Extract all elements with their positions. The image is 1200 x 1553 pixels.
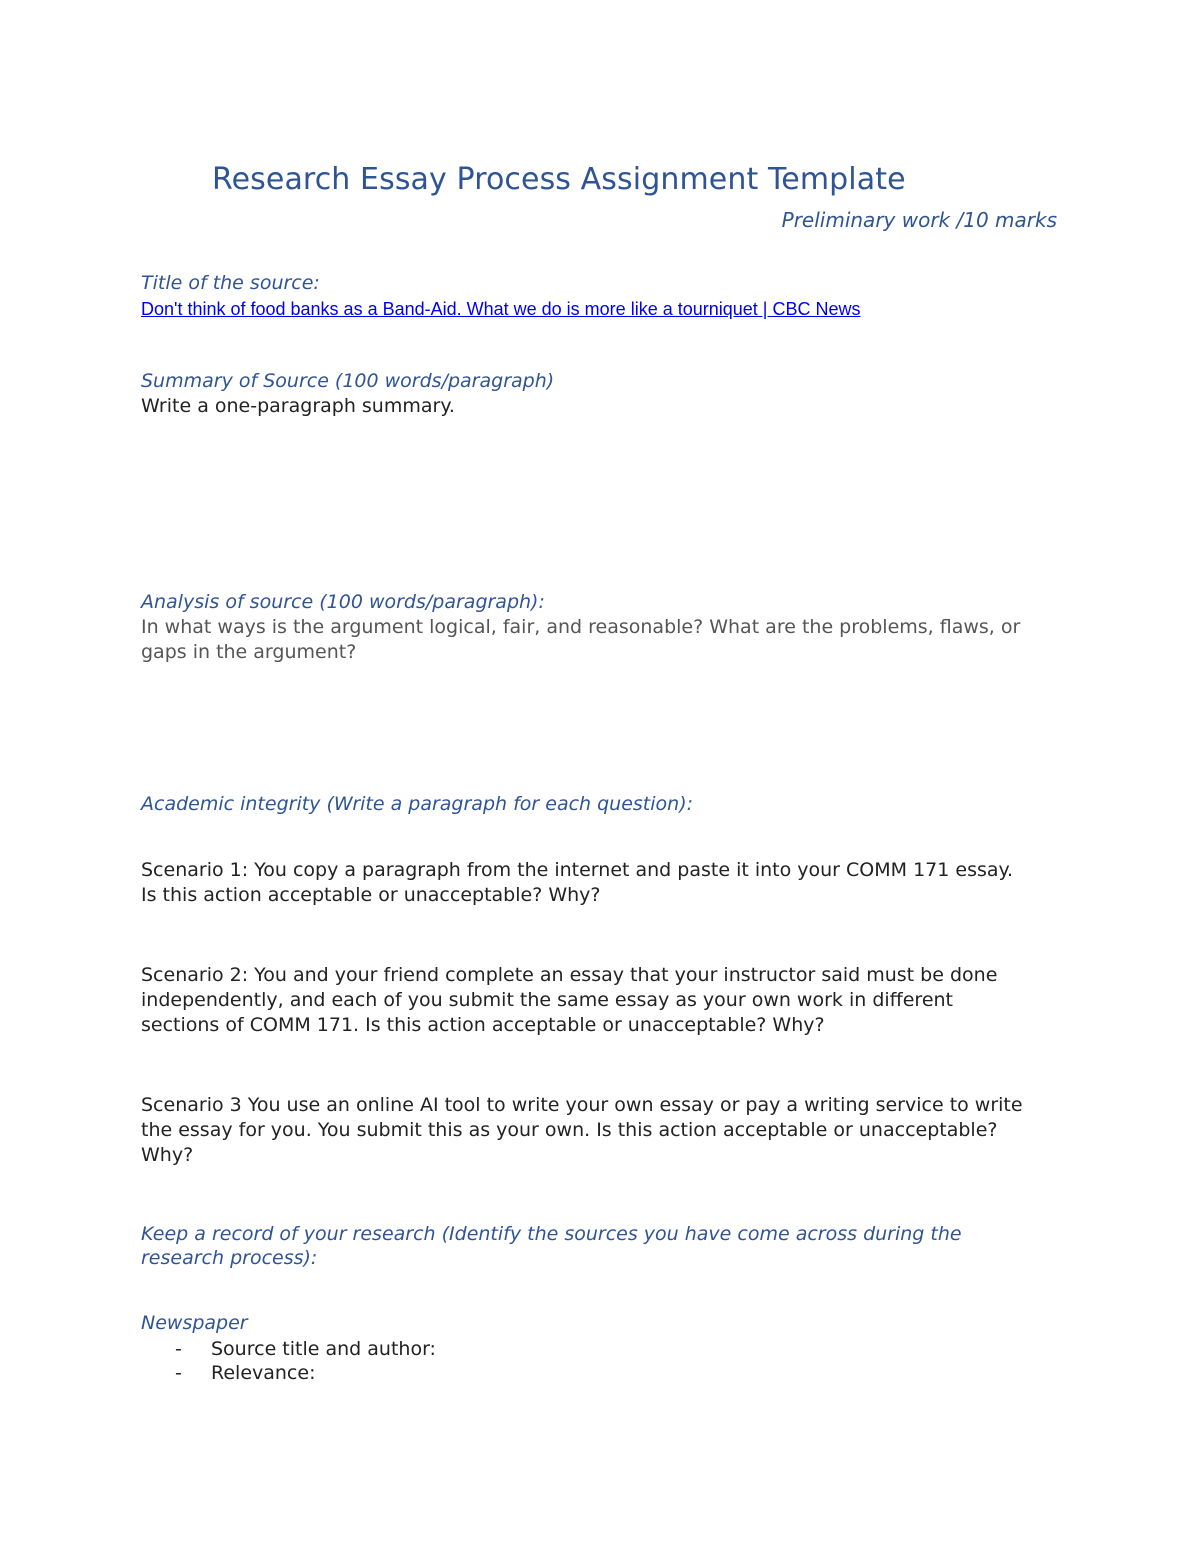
- academic-integrity-heading: Academic integrity (Write a paragraph for each question):: [141, 793, 694, 815]
- source-title-author-label: Source title and author:: [211, 1338, 436, 1360]
- summary-instruction: Write a one-paragraph summary.: [141, 395, 455, 417]
- bullet-dash: -: [175, 1362, 182, 1384]
- source-link[interactable]: Don't think of food banks as a Band-Aid. What we do is more like a tourniquet | CBC News: [141, 299, 861, 319]
- research-record-heading-line-2: research process):: [141, 1247, 318, 1269]
- scenario-3-line-2: the essay for you. You submit this as your own. Is this action acceptable or unacceptable?: [141, 1119, 998, 1141]
- document-title: Research Essay Process Assignment Template: [212, 162, 906, 197]
- marks-subtitle: Preliminary work /10 marks: [781, 208, 1057, 232]
- list-item: [141, 1337, 436, 1361]
- newspaper-field-list: [141, 1337, 436, 1385]
- scenario-1-line-1: Scenario 1: You copy a paragraph from the internet and paste it into your COMM 171 essay.: [141, 859, 1014, 881]
- analysis-question-line-1: In what ways is the argument logical, fair, and reasonable? What are the problems, flaws, or: [141, 616, 1021, 638]
- scenario-1-line-2: Is this action acceptable or unacceptable? Why?: [141, 884, 601, 906]
- scenario-2-line-3: sections of COMM 171. Is this action acceptable or unacceptable? Why?: [141, 1014, 825, 1036]
- source-title-heading: Title of the source:: [141, 272, 320, 294]
- scenario-3-line-1: Scenario 3 You use an online AI tool to write your own essay or pay a writing service to write: [141, 1094, 1023, 1116]
- analysis-question-line-2: gaps in the argument?: [141, 641, 357, 663]
- bullet-dash: -: [175, 1338, 182, 1360]
- relevance-label: Relevance:: [211, 1362, 316, 1384]
- summary-heading: Summary of Source (100 words/paragraph): [141, 370, 555, 392]
- list-item: [141, 1361, 436, 1385]
- research-record-heading-line-1: Keep a record of your research (Identify the sources you have come across during the: [141, 1223, 962, 1245]
- scenario-2-line-2: independently, and each of you submit the same essay as your own work in different: [141, 989, 954, 1011]
- scenario-3-line-3: Why?: [141, 1144, 194, 1166]
- scenario-2-line-1: Scenario 2: You and your friend complete an essay that your instructor said must be done: [141, 964, 998, 986]
- newspaper-heading: Newspaper: [141, 1312, 248, 1334]
- analysis-heading: Analysis of source (100 words/paragraph):: [141, 591, 545, 613]
